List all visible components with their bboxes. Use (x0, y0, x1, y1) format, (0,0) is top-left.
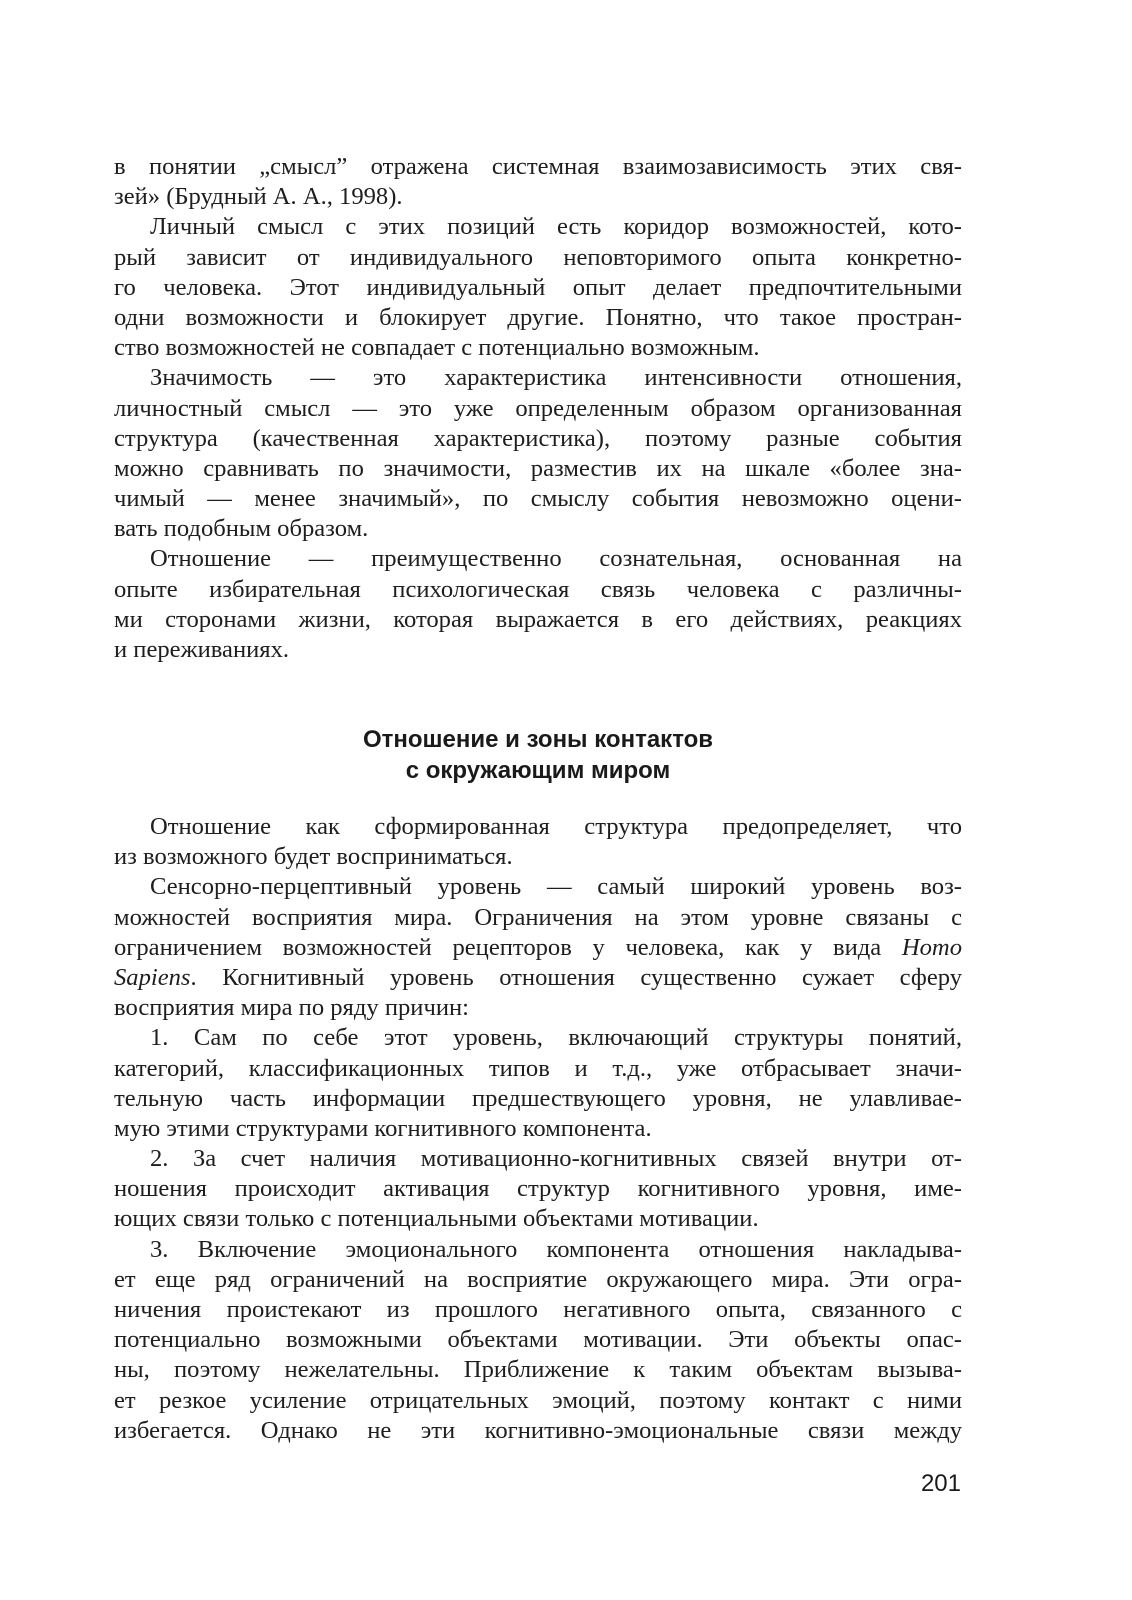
text-line: вать подобным образом. (114, 515, 369, 543)
text-segment: . Когнитивный уровень отношения существенно сужает сферу (190, 963, 962, 991)
text-line: из возможного будет восприниматься. (114, 843, 513, 871)
text-line: ство возможностей не совпадает с потенциально возможным. (114, 334, 760, 362)
text-line: восприятия мира по ряду причин: (114, 994, 469, 1022)
list-item-3-start: 3. Включение эмоционального компонента отношения накладыва- (150, 1235, 962, 1263)
text-line: ет резкое усиление отрицательных эмоций, поэтому контакт с ними (114, 1386, 962, 1414)
italic-term: Sapiens (114, 963, 191, 991)
text-line: личностный смысл — это уже определенным образом организованная (114, 394, 962, 422)
text-line: мую этими структурами когнитивного компонента. (114, 1114, 652, 1142)
text-line: избегается. Однако не эти когнитивно-эмоциональные связи между (114, 1416, 962, 1444)
paragraph-start: Сенсорно-перцептивный уровень — самый широкий уровень воз- (150, 873, 962, 901)
text-line: ми сторонами жизни, которая выражается в его действиях, реакциях (114, 605, 962, 633)
page-number: 201 (920, 1470, 961, 1497)
text-line: и переживаниях. (114, 636, 290, 663)
text-line: в понятии „смысл” отражена системная взаимозависимость этих свя- (114, 153, 962, 180)
paragraph-start: Личный смысл с этих позиций есть коридор возможностей, кото- (150, 213, 962, 241)
text-line: рый зависит от индивидуального неповторимого опыта конкретно- (114, 243, 962, 271)
section-heading-line-1: Отношение и зоны контактов (362, 726, 714, 753)
paragraph-start: Отношение как сформированная структура предопределяет, что (150, 813, 962, 840)
text-line: ничения проистекают из прошлого негативного опыта, связанного с (114, 1296, 962, 1323)
text-line: одни возможности и блокирует другие. Понятно, что такое простран- (114, 303, 962, 331)
italic-term: Homo (901, 933, 962, 961)
text-line: го человека. Этот индивидуальный опыт делает предпочтительными (114, 273, 962, 301)
text-line: ны, поэтому нежелательны. Приближение к таким объектам вызыва- (114, 1356, 962, 1384)
text-line: ет еще ряд ограничений на восприятие окружающего мира. Эти огра- (114, 1265, 962, 1293)
text-line: чимый — менее значимый», по смыслу события невозможно оцени- (114, 485, 962, 513)
text-line: опыте избирательная психологическая связь человека с различны- (114, 575, 962, 603)
text-line: тельную часть информации предшествующего уровня, не улавливае- (114, 1084, 962, 1112)
paragraph-start: Отношение — преимущественно сознательная, основанная на (150, 545, 962, 573)
text-block-1 (114, 152, 962, 665)
text-line: категорий, классификационных типов и т.д., уже отбрасывает значи- (114, 1054, 962, 1082)
text-line: ношения происходит активация структур когнитивного уровня, име- (114, 1175, 962, 1203)
text-line: можно сравнивать по значимости, разместив их на шкале «более зна- (114, 454, 962, 482)
paragraph-start: Значимость — это характеристика интенсивности отношения, (150, 364, 962, 392)
list-item-1-start: 1. Сам по себе этот уровень, включающий структуры понятий, (150, 1024, 962, 1052)
text-line: ющих связи только с потенциальными объектами мотивации. (114, 1205, 759, 1233)
text-line: потенциально возможными объектами мотивации. Эти объекты опас- (114, 1326, 962, 1354)
list-item-2-start: 2. За счет наличия мотивационно-когнитивных связей внутри от- (150, 1145, 962, 1173)
text-line: зей» (Брудный А. А., 1998). (114, 183, 403, 211)
text-block-2 (114, 812, 962, 1446)
section-heading (114, 724, 962, 786)
text-line: структура (качественная характеристика), поэтому разные события (114, 424, 962, 452)
text-line-with-italic (114, 933, 962, 963)
text-segment: ограничением возможностей рецепторов у человека, как у вида (114, 933, 902, 961)
section-heading-line-2: с окружающим миром (405, 757, 671, 784)
text-line: можностей восприятия мира. Ограничения на этом уровне связаны с (114, 903, 962, 931)
text-line-with-italic (114, 963, 962, 993)
